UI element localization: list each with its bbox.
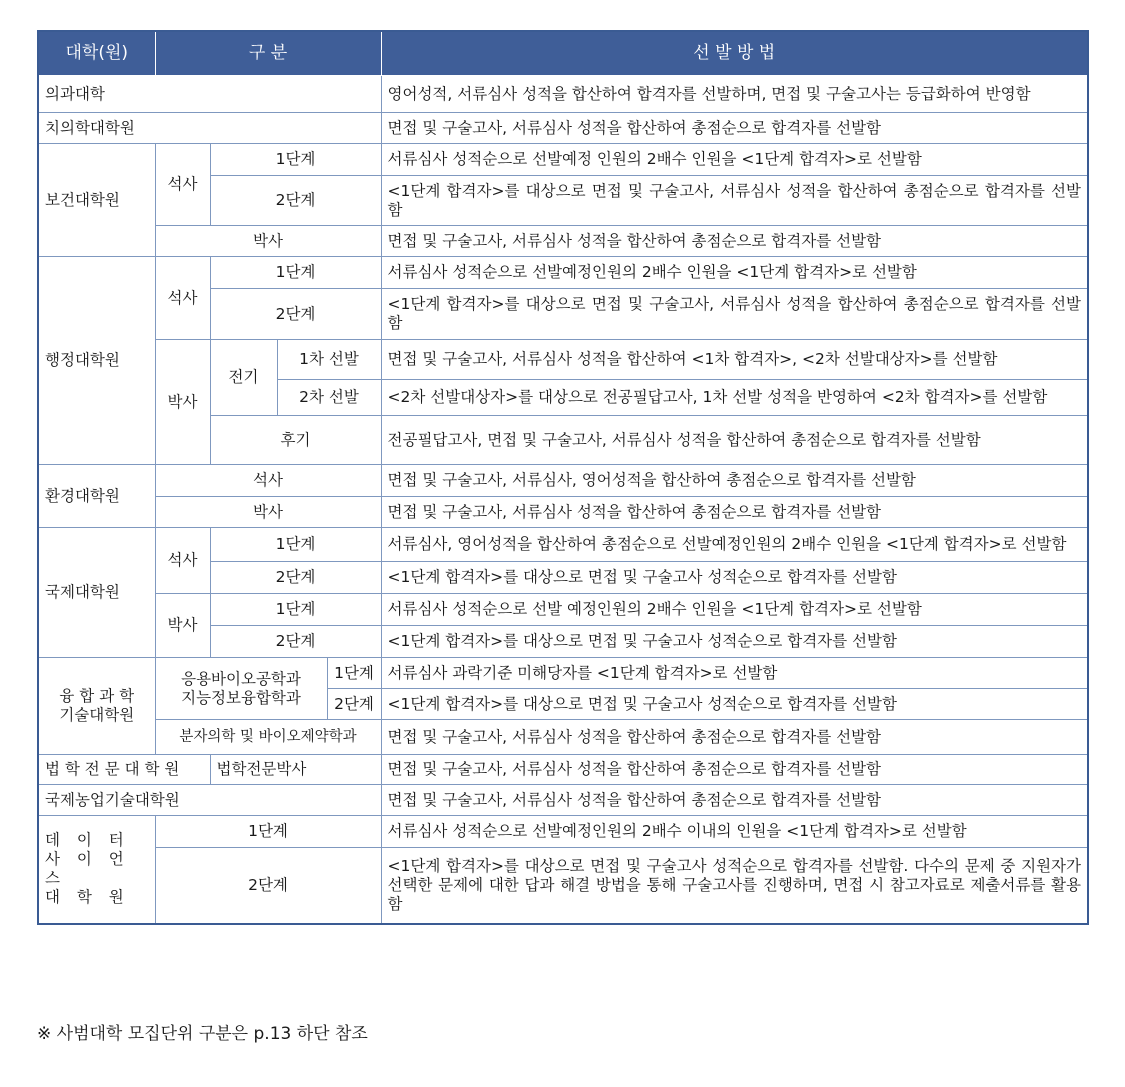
table-row [38, 528, 1088, 562]
univ-name-line1: 융 합 과 학 [59, 687, 135, 705]
table-row [38, 340, 1088, 380]
method-text: 서류심사 성적순으로 선발예정인원의 2배수 이내의 인원을 <1단계 합격자>로 선발함 [381, 816, 1088, 848]
stage-label: 2단계 [210, 289, 381, 340]
table-header-row [38, 31, 1088, 76]
table-row [38, 226, 1088, 257]
method-text: 서류심사 성적순으로 선발예정 인원의 2배수 인원을 <1단계 합격자>로 선발함 [381, 144, 1088, 176]
program-label: 법학전문박사 [210, 755, 381, 785]
stage-label: 1단계 [210, 144, 381, 176]
stage-label: 2단계 [327, 689, 381, 720]
table-row [38, 144, 1088, 176]
round-label: 2차 선발 [277, 380, 381, 416]
method-text: <1단계 합격자>를 대상으로 면접 및 구술고사, 서류심사 성적을 합산하여 총점순으로 합격자를 선발함 [381, 289, 1088, 340]
univ-name: 치의학대학원 [38, 113, 381, 144]
method-text: 면접 및 구술고사, 서류심사 성적을 합산하여 총점순으로 합격자를 선발함 [381, 755, 1088, 785]
stage-label: 2단계 [210, 562, 381, 594]
table-row [38, 257, 1088, 289]
stage-label: 1단계 [210, 528, 381, 562]
degree-label: 석사 [155, 144, 210, 226]
header-univ: 대학(원) [38, 31, 155, 76]
table-row [38, 785, 1088, 816]
method-text: 서류심사, 영어성적을 합산하여 총점순으로 선발예정인원의 2배수 인원을 <1단계 합격자>로 선발함 [381, 528, 1088, 562]
method-text: <1단계 합격자>를 대상으로 면접 및 구술고사, 서류심사 성적을 합산하여 총점순으로 합격자를 선발함 [381, 176, 1088, 226]
header-division: 구 분 [155, 31, 381, 76]
method-text: 면접 및 구술고사, 서류심사 성적을 합산하여 총점순으로 합격자를 선발함 [381, 785, 1088, 816]
univ-name: 법 학 전 문 대 학 원 [38, 755, 210, 785]
method-text: <1단계 합격자>를 대상으로 면접 및 구술고사 성적순으로 합격자를 선발함 [381, 626, 1088, 658]
method-text: 서류심사 과락기준 미해당자를 <1단계 합격자>로 선발함 [381, 658, 1088, 689]
term-label: 전기 [210, 340, 277, 416]
header-method: 선 발 방 법 [381, 31, 1088, 76]
table-row [38, 113, 1088, 144]
stage-label: 1단계 [155, 816, 381, 848]
univ-name [38, 816, 155, 924]
stage-label: 1단계 [327, 658, 381, 689]
degree-label: 박사 [155, 594, 210, 658]
univ-name-line2: 사 이 언 스 [45, 850, 130, 888]
degree-label: 석사 [155, 257, 210, 340]
degree-label: 석사 [155, 528, 210, 594]
method-text: 서류심사 성적순으로 선발예정인원의 2배수 인원을 <1단계 합격자>로 선발함 [381, 257, 1088, 289]
method-text: 면접 및 구술고사, 서류심사 성적을 합산하여 총점순으로 합격자를 선발함 [381, 497, 1088, 528]
table-row [38, 816, 1088, 848]
footnote: ※ 사범대학 모집단위 구분은 p.13 하단 참조 [37, 1024, 368, 1044]
univ-name: 보건대학원 [38, 144, 155, 257]
degree-label: 석사 [155, 465, 381, 497]
table-row [38, 465, 1088, 497]
stage-label: 2단계 [155, 848, 381, 924]
method-text: 면접 및 구술고사, 서류심사, 영어성적을 합산하여 총점순으로 합격자를 선발함 [381, 465, 1088, 497]
table-row [38, 594, 1088, 626]
method-text: 면접 및 구술고사, 서류심사 성적을 합산하여 총점순으로 합격자를 선발함 [381, 720, 1088, 755]
table-row [38, 720, 1088, 755]
table-row [38, 848, 1088, 924]
dept-line2: 지능정보융합학과 [181, 688, 301, 707]
univ-name [38, 658, 155, 755]
method-text: 면접 및 구술고사, 서류심사 성적을 합산하여 <1차 합격자>, <2차 선발대상자>를 선발함 [381, 340, 1088, 380]
univ-name-line3: 대 학 원 [45, 888, 130, 907]
degree-label: 박사 [155, 340, 210, 465]
method-text: <1단계 합격자>를 대상으로 면접 및 구술고사 성적순으로 합격자를 선발함 [381, 689, 1088, 720]
dept-label: 분자의학 및 바이오제약학과 [155, 720, 381, 755]
method-text: 영어성적, 서류심사 성적을 합산하여 합격자를 선발하며, 면접 및 구술고사는 등급화하여 반영함 [381, 76, 1088, 113]
table-row [38, 76, 1088, 113]
table-row [38, 658, 1088, 689]
univ-name: 의과대학 [38, 76, 381, 113]
method-text: 전공필답고사, 면접 및 구술고사, 서류심사 성적을 합산하여 총점순으로 합격자를 선발함 [381, 416, 1088, 465]
method-text: 서류심사 성적순으로 선발 예정인원의 2배수 인원을 <1단계 합격자>로 선발함 [381, 594, 1088, 626]
stage-label: 1단계 [210, 257, 381, 289]
degree-label: 박사 [155, 226, 381, 257]
univ-name: 국제대학원 [38, 528, 155, 658]
admission-method-table [37, 30, 1089, 925]
stage-label: 2단계 [210, 176, 381, 226]
stage-label: 2단계 [210, 626, 381, 658]
dept-label [155, 658, 327, 720]
degree-label: 박사 [155, 497, 381, 528]
dept-line1: 응용바이오공학과 [181, 669, 301, 688]
univ-name: 환경대학원 [38, 465, 155, 528]
method-text: <2차 선발대상자>를 대상으로 전공필답고사, 1차 선발 성적을 반영하여 <2차 합격자>를 선발함 [381, 380, 1088, 416]
stage-label: 1단계 [210, 594, 381, 626]
round-label: 1차 선발 [277, 340, 381, 380]
table-row [38, 497, 1088, 528]
univ-name: 국제농업기술대학원 [38, 785, 381, 816]
univ-name: 행정대학원 [38, 257, 155, 465]
univ-name-line2: 기술대학원 [59, 706, 135, 724]
method-text: 면접 및 구술고사, 서류심사 성적을 합산하여 총점순으로 합격자를 선발함 [381, 226, 1088, 257]
method-text: <1단계 합격자>를 대상으로 면접 및 구술고사 성적순으로 합격자를 선발함. 다수의 문제 중 지원자가 선택한 문제에 대한 답과 해결 방법을 통해 구술고사를 진행하며, 면접 시 참고자료로 제출서류를 활용함 [381, 848, 1088, 924]
table-row [38, 755, 1088, 785]
univ-name-line1: 데 이 터 [45, 831, 130, 850]
method-text: 면접 및 구술고사, 서류심사 성적을 합산하여 총점순으로 합격자를 선발함 [381, 113, 1088, 144]
method-text: <1단계 합격자>를 대상으로 면접 및 구술고사 성적순으로 합격자를 선발함 [381, 562, 1088, 594]
term-label: 후기 [210, 416, 381, 465]
